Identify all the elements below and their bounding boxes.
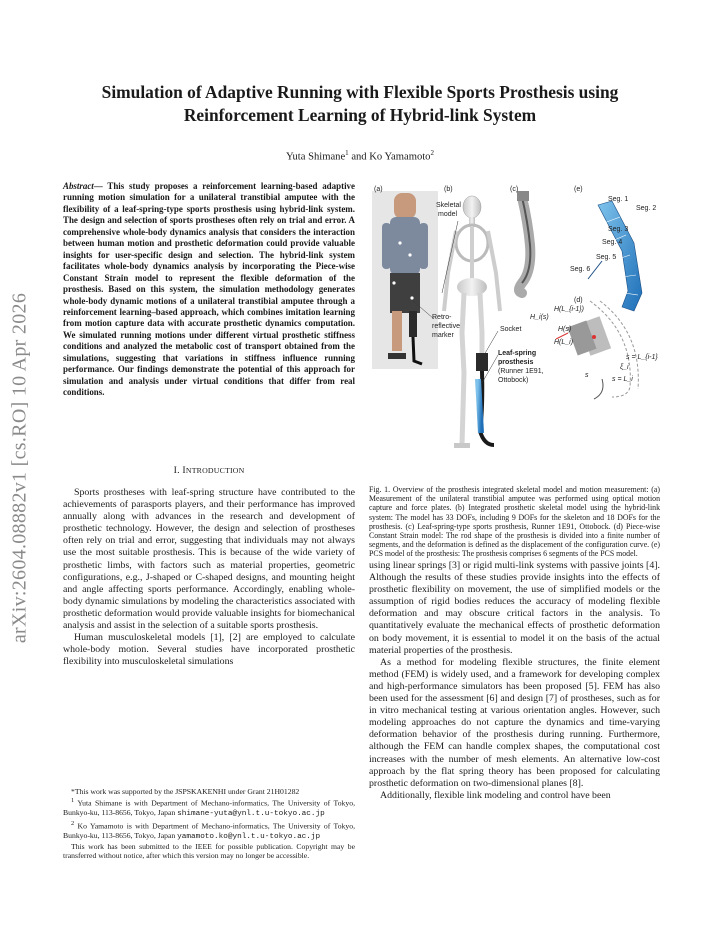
body-paragraph: Additionally, flexible link modeling and control have been	[380, 789, 611, 801]
panel-label-e: (e)	[574, 186, 583, 193]
math-Hi-s: H_i(s)	[530, 314, 549, 321]
funding-footnote: *This work was supported by the JSPSKAKENHI under Grant 21H01282	[71, 787, 300, 796]
figure-1	[372, 183, 660, 478]
math-s: s	[585, 372, 589, 379]
seg-3-label: Seg. 3	[608, 226, 629, 233]
copyright-notice: This work has been submitted to the IEEE for possible publication. Copyright may be transferred without notice, after which this version may no longer be accessible.	[63, 842, 355, 861]
label-skeletal-model: Skeletal	[436, 202, 461, 209]
section-heading-introduction: I. INTRODUCTION	[173, 465, 245, 476]
math-H-Li: H(L_i)	[554, 339, 574, 346]
panel-label-c: (c)	[510, 186, 519, 193]
seg-5-label: Seg. 5	[596, 254, 617, 261]
author-2: Ko Yamamoto	[369, 151, 431, 163]
seg-1-label: Seg. 1	[608, 196, 629, 203]
abstract-label: Abstract	[63, 181, 94, 191]
intro-paragraph: Human musculoskeletal models [1], [2] are employed to calculate whole-body motion. Several studies have incorporated prosthetic flexibility into musculoskeletal simulations	[63, 632, 355, 668]
svg-text:marker: marker	[432, 332, 454, 339]
svg-text:prosthesis: prosthesis	[498, 359, 534, 366]
svg-text:Ottobock): Ottobock)	[498, 377, 529, 384]
paper-title: Simulation of Adaptive Running with Flexible Sports Prosthesis using Reinforcement Learning of Hybrid-link System	[101, 82, 619, 125]
introduction-body	[63, 487, 355, 668]
author-1: Yuta Shimane	[286, 151, 346, 163]
seg-4-label: Seg. 4	[602, 239, 623, 246]
svg-text:model: model	[438, 211, 458, 218]
intro-paragraph: Sports prostheses with leaf-spring structure have contributed to the achievements of parasports players, and their performance has improved annually along with advances in the research and development of prosthetic technology. However, the design and selection of prostheses often rely on trial and error, suggesting that individuals may not always use the most suitable prosthesis. This is because of the wide variety of prosthetic limbs, with factors such as material properties, geometric configurations, e.g., J-shaped or C-shaped designs, and mounting height and angle affecting sports performance. Accordingly, enabling whole-body dynamic simulations by modeling the characteristics associated with prosthetic deformation would provide valuable insights for biomechanical analysis and assist in the selection of a suitable sports prosthesis.	[63, 487, 355, 632]
label-socket: Socket	[500, 326, 522, 333]
panel-c-prosthesis-photo	[517, 191, 530, 293]
footnotes	[63, 787, 355, 861]
label-retro-marker: Retro-	[432, 314, 452, 321]
author1-footnote: $^1$ Yuta Shimane is with Department of Mechano-informatics, The University of Tokyo, Bunkyo-ku, 113-8656, Tokyo, Japan shimane-yuta@ynl.t.u-tokyo.ac.jp	[63, 797, 355, 818]
panel-a-photo	[372, 191, 438, 369]
author2-footnote: $^2$ Ko Yamamoto is with Department of Mechano-informatics, The University of Tokyo, Bunkyo-ku, 113-8656, Tokyo, Japan yamamoto.ko@ynl.t.u-tokyo.ac.jp	[63, 820, 355, 841]
label-leaf-spring: Leaf-spring	[498, 350, 537, 357]
panel-d-pcs-schematic	[556, 301, 638, 399]
seg-2-label: Seg. 2	[636, 205, 657, 212]
abstract-text: This study proposes a reinforcement learning-based adaptive running motion simulation for a unilateral transtibial amputee with the flexibility of a leaf-spring-type sports prosthesis using hybrid-link system. The design and selection of sports prostheses often rely on trial and error. A comprehensive whole-body dynamics analysis that considers the interaction between human motion and prosthetic deformation could provide valuable insights for user-specific design and selection. The hybrid-link system facilitates whole-body dynamics analysis by incorporating the Piece-wise Constant Strain model to represent the flexible deformation of the prosthesis. Based on this system, the simulation methodology generates whole-body dynamic motions of a unilateral transtibial amputee through a reinforcement learning–based approach, which combines imitation learning from motion capture data with accurate prosthetic dynamics computation. We simulated running motions under different virtual prosthetic stiffness conditions and analyzed the metabolic cost of transport obtained from the simulations, suggesting that variations in stiffness influence running performance. Our findings demonstrate the potential of this approach for simulation and analysis under virtual conditions that differ from real conditions.	[63, 181, 355, 398]
math-s-Li1: s = L_{i-1}	[626, 354, 658, 361]
label-runner: (Runner 1E91,	[498, 368, 544, 375]
math-s-Li: s = L_i	[612, 376, 633, 383]
abstract: Abstract— This study proposes a reinforcement learning-based adaptive running motion simulation for a unilateral transtibial amputee with the flexibility of a leaf-spring-type sports prosthesis using hybrid-link system. The design and selection of sports prostheses often rely on trial and error. A comprehensive whole-body dynamics analysis that considers the interaction between human motion and prosthetic deformation could provide valuable insights for user-specific design and selection. The hybrid-link system facilitates whole-body dynamics analysis by incorporating the Piece-wise Constant Strain model to represent the flexible deformation of the prosthesis. Based on this system, the simulation methodology generates whole-body dynamic motions of a unilateral transtibial amputee through a reinforcement learning–based approach, which combines imitation learning from motion capture data with accurate prosthetic dynamics computation. We simulated running motions under different virtual prosthetic stiffness conditions and analyzed the metabolic cost of transport obtained from the simulations, suggesting that variations in stiffness influence running performance. Our findings demonstrate the potential of this approach for simulation and analysis under virtual conditions that differ from real conditions.	[63, 181, 355, 398]
svg-text:reflective: reflective	[432, 323, 461, 330]
body-paragraph: using linear springs [3] or rigid multi-link systems with passive joints [4]. Although the results of these studies provide insights into the effects of prosthetic flexibility on movement, the use of simplified models or the assumption of rigid bodies reduces the accuracy of modeling flexible deformation and may obscure critical factors in the analysis. To quantitatively evaluate the mechanical effects of prosthetic deformation on body movement, it is essential to model it on the basis of the actual material properties of the prosthesis.	[369, 560, 660, 656]
panel-b-skeleton	[444, 196, 500, 448]
author2-email[interactable]: yamamoto.ko@ynl.t.u-tokyo.ac.jp	[177, 832, 321, 841]
author1-email[interactable]: shimane-yuta@ynl.t.u-tokyo.ac.jp	[177, 809, 325, 818]
seg-6-label: Seg. 6	[570, 266, 591, 273]
panel-label-a: (a)	[374, 186, 383, 193]
figure-1-illustration	[372, 183, 660, 478]
math-H-Li1: H(L_{i-1})	[554, 306, 584, 313]
math-H-s: H(s)	[558, 326, 572, 333]
panel-label-b: (b)	[444, 186, 453, 193]
author-line: Yuta Shimane$^1$ and Ko Yamamoto$^2$	[286, 149, 434, 163]
math-xi: ξ_i	[620, 364, 629, 371]
panel-label-d: (d)	[574, 297, 583, 304]
right-column-body	[369, 560, 660, 802]
figure-1-caption: Fig. 1. Overview of the prosthesis integrated skeletal model and motion measurement: (a) Measurement of the unilateral transtibial amputee was performed using optical motion capture and force plates. (b) Integrated prosthetic skeletal model using the hybrid-link system: The model has 33 DOFs, including 9 DOFs for the skeleton and 18 DOFs for the prosthesis. (c) Leaf-spring-type sports prosthesis, Runner 1E91, Ottobock. (d) Piece-wise Constant Strain model: The rod shape of the prosthesis is divided into a finite number of segments, and the deformation is defined as the displacement of the configuration curve. (e) PCS model of the prosthesis: The prosthesis comprises 6 segments of the PCS model.	[369, 485, 660, 559]
body-paragraph: As a method for modeling flexible structures, the finite element method (FEM) is widely used, and a framework for developing complex and high-performance simulators has been proposed [5]. FEM has also been used for the assessment [6] and design [7] of prostheses, such as for in vitro mechanical testing at various orientation angles. However, such modeling approaches do not capture the dynamics and time-varying deformation behavior of the prosthesis during running. Furthermore, although the FEM can handle complex shapes, the computational cost increases with the number of mesh elements. An alternative low-cost approach by the flat spring theory has been proposed for calculating prosthetic deformation on two-dimensional planes [8].	[369, 656, 660, 789]
